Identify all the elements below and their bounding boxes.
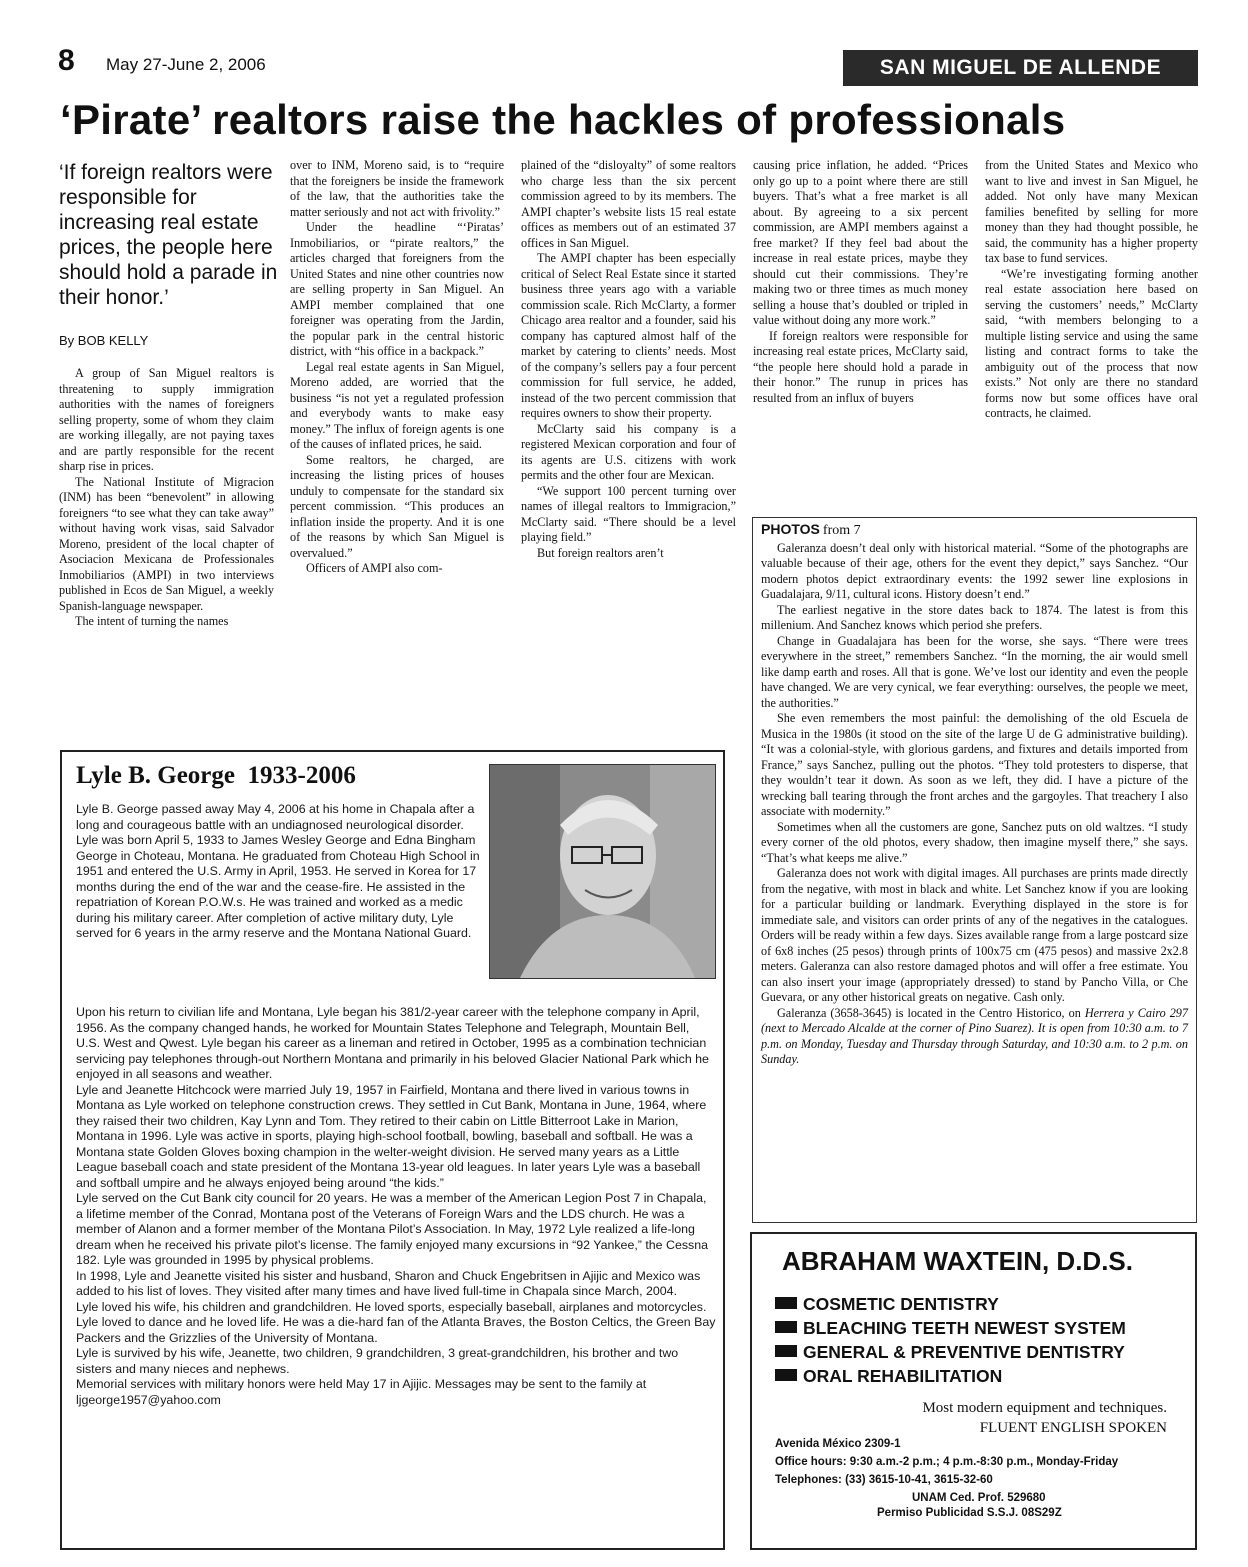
ad-service-item: [775, 1318, 1126, 1339]
page-number: 8: [58, 44, 75, 77]
phones-value: (33) 3615-10-41, 3615-32-60: [845, 1474, 993, 1486]
paragraph: [761, 1006, 1188, 1068]
obituary-box: [60, 750, 725, 1550]
paragraph: The National Institute of Migracion (INM) has been “benevolent” in allowing foreigners “to see what they can take away” without having work visas, said Salvador Moreno, president of the local chapter of Asociacion Mexicana de Professionales Inmobiliarios (AMPI) in two interviews published in Ecos de San Miguel, a weekly Spanish-language newspaper.: [59, 474, 274, 613]
paragraph: A group of San Miguel realtors is threatening to supply immigration authorities with the names of foreigners selling property, some of whom they claim are working illegally, are not paying taxes and are partly responsible for the recent sharp rise in prices.: [59, 366, 274, 473]
paragraph: plained of the “disloyalty” of some realtors who charge less than the six percent commission agreed to by its members. The AMPI chapter’s website lists 15 real estate offices as members out of an estimated 37 offices in San Miguel.: [521, 158, 736, 250]
paragraph: McClarty said his company is a registered Mexican corporation and four of its agents are U.S. citizens with work permits and the other four are Mexican.: [521, 421, 736, 482]
ad-service-item: [775, 1366, 1002, 1387]
ad-address: Avenida México 2309-1: [775, 1438, 901, 1450]
ad-service-label: BLEACHING TEETH NEWEST SYSTEM: [803, 1318, 1126, 1338]
article-column-3: [521, 158, 736, 561]
paragraph: If foreign realtors were responsible for increasing real estate prices, McClarty said, “the people here should hold a parade in their honor.” The runup in prices has resulted from an influx of buyers: [753, 328, 968, 405]
byline: By BOB KELLY: [59, 333, 149, 348]
ad-english: FLUENT ENGLISH SPOKEN: [979, 1420, 1167, 1436]
paragraph: Officers of AMPI also com-: [306, 561, 443, 575]
ad-service-label: ORAL REHABILITATION: [803, 1366, 1003, 1386]
paragraph: Lyle served on the Cut Bank city council for 20 years. He was a member of the American Legion Post 7 in Chapala, a lifetime member of the Conrad, Montana post of the Veterans of Foreign Wars and the LDS church. He was a member of Alanon and a former member of the Montana Pilot’s Association. In May, 1972 Lyle realized a life-long dream when he received his private pilot’s license. The family enjoyed many excursions in “92 Yankee,” the Cessna 182. Lyle was grounded in 1995 by physical problems.: [76, 1191, 709, 1267]
paragraph: over to INM, Moreno said, is to “require that the foreigners be inside the framework of the law, that the authorities take the matter seriously and not act with frivolity.”: [290, 158, 504, 219]
dentist-ad: [750, 1232, 1197, 1550]
article-column-4: [753, 158, 968, 406]
ad-service-item: [775, 1294, 999, 1315]
paragraph: “We’re investigating forming another real estate association here based on serving the customers’ needs,” McClarty said, “with members belonging to a multiple listing service and using the same listing and contract forms to take the ambiguity out of the process that now exists.” Not only are there no standard forms now but some offices have oral contracts, he claimed.: [985, 266, 1198, 420]
photos-continued-story: [752, 517, 1197, 1223]
ad-service-label: GENERAL & PREVENTIVE DENTISTRY: [803, 1342, 1125, 1362]
ad-title: ABRAHAM WAXTEIN, D.D.S.: [782, 1246, 1133, 1276]
paragraph: In 1998, Lyle and Jeanette visited his sister and husband, Sharon and Chuck Engebritsen in Ajijic and Mexico was added to his list of loves. They visited after many times and have lived full-time in Chapala since March, 2004.: [76, 1268, 701, 1298]
ad-permit: Permiso Publicidad S.S.J. 08S29Z: [877, 1507, 1062, 1519]
paragraph: Upon his return to civilian life and Montana, Lyle began his 381/2-year career with the telephone company in April, 1956. As the company changed hands, he worked for Mountain States Telephone and Telegraph, Mountain Bell, U.S. West and Qwest. Lyle began his career as a lineman and retired in October, 1995 as a combination technician servicing pay telephones through-out Northern Montana and primarily in his beloved Glacier National Park which he enjoyed in all seasons and weather.: [76, 1005, 709, 1081]
issue-date: May 27-June 2, 2006: [106, 55, 266, 74]
paragraph: She even remembers the most painful: the demolishing of the old Escuela de Musica in the 1980s (it stood on the site of the large U de G administrative building). “It was a colonial-style, with glorious gardens, and fixtures and details imported from France,” says Sanchez, pulling out the photos. “They told protesters to disperse, that they wouldn’t tear it down. As soon as we left, they did. I have a picture of the wrecking ball tearing through the front arches and the gargoyles. That treachery I also associate with modernity.”: [761, 711, 1188, 818]
ad-phones: [775, 1474, 993, 1486]
paragraph: Lyle and Jeanette Hitchcock were married July 19, 1957 in Fairfield, Montana and there lived in various towns in Montana as Lyle worked on telephone construction crews. They settled in Cut Bank, Montana in June, 1964, where they raised their two children, Kay Lynn and Tom. They retired to their cabin on Little Bitterroot Lake in Marion, Montana in 1996. Lyle was active in sports, playing high-school football, bowling, baseball and softball. He was a Montana state Golden Gloves boxing champion in the welter-weight division. He served many years as a Little League baseball coach and state president of the Montana 13-year old leagues. In later years Lyle was a baseball and softball umpire and he always enjoyed being around “the kids.”: [76, 1082, 707, 1190]
phones-label: Telephones:: [775, 1474, 842, 1486]
bullet-square-icon: [775, 1345, 797, 1357]
paragraph: The AMPI chapter has been especially critical of Select Real Estate since it started business three years ago with a variable commission scale. Rich McClarty, a former Chicago area realtor and a founder, said his company has captured almost half of the market by catering to clients’ needs. Most of the company’s sellers pay a four percent commission for full service, he added, instead of the two percent commission that requires owners to show their property.: [521, 251, 736, 420]
article-column-1: [59, 366, 274, 630]
paragraph: Legal real estate agents in San Miguel, Moreno added, are worried that the business “is not yet a regulated profession and everybody wants to make easy money.” The influx of foreign agents is one of the causes of inflated prices, he said.: [290, 359, 504, 451]
obituary-title: Lyle B. George 1933-2006: [76, 762, 356, 789]
hours-label: Office hours:: [775, 1456, 847, 1468]
paragraph: Sometimes when all the customers are gone, Sanchez puts on old waltzes. “I study every corner of the old photos, every shadow, then imagine myself there,” she says. “That’s what keeps me alive.”: [761, 819, 1188, 865]
paragraph: But foreign realtors aren’t: [537, 545, 664, 560]
paragraph: Lyle was born April 5, 1933 to James Wesley George and Edna Bingham George in Choteau, Montana. He graduated from Choteau High School in 1951 and entered the U.S. Army in April, 1953. He served in Korea for 17 months during the end of the war and the cease-fire. He assisted in the repatriation of Korean P.O.W.s. He was trained and worked as a medic during his military career. After completion of active military duty, Lyle served for 6 years in the army reserve and the Montana National Guard.: [76, 833, 480, 940]
article-column-2: [290, 158, 504, 577]
paragraph: Lyle B. George passed away May 4, 2006 at his home in Chapala after a long and courageous battle with an undiagnosed neurological disorder.: [76, 802, 475, 832]
bullet-square-icon: [775, 1297, 797, 1309]
obituary-wide-text: [76, 1005, 716, 1408]
obituary-narrow-text: [76, 802, 484, 942]
paragraph: from the United States and Mexico who want to live and invest in San Miguel, he added. Not only have many Mexican families benefited by selling for more money than they had thought possible, he said, the community has a higher property tax base to fund services.: [985, 158, 1198, 265]
portrait-photo: [489, 764, 716, 979]
headline: ‘Pirate’ realtors raise the hackles of professionals: [60, 96, 1066, 143]
hours-value: 9:30 a.m.-2 p.m.; 4 p.m.-8:30 p.m., Monday-Friday: [849, 1456, 1119, 1468]
paragraph: Some realtors, he charged, are increasing the listing prices of houses unduly to compensate for the standard six percent commission. “This produces an inflation inside the property. And it is one of the reasons by which San Miguel is overvalued.”: [290, 452, 504, 560]
paragraph: Galeranza doesn’t deal only with historical material. “Some of the photographs are valuable because of their age, others for the event they depict,” says Sanchez. “Our modern photos depict extraordinary events: the 1992 sewer line explosions in Guadalajara, 9/11, cultural icons. History doesn’t end.”: [761, 540, 1188, 601]
paragraph: Memorial services with military honors were held May 17 in Ajijic. Messages may be sent to the family at ljgeorge1957@yahoo.com: [76, 1377, 647, 1407]
ad-tagline: Most modern equipment and techniques.: [922, 1400, 1167, 1416]
paragraph: Lyle loved his wife, his children and grandchildren. He loved sports, especially baseball, airplanes and motorcycles. Lyle loved to dance and he loved life. He was a die-hard fan of the Atlanta Braves, the Boston Celtics, the Green Bay Packers and the Grizzlies of the University of Montana.: [76, 1299, 716, 1345]
bullet-square-icon: [775, 1321, 797, 1333]
ad-license: UNAM Ced. Prof. 529680: [912, 1492, 1046, 1504]
bullet-square-icon: [775, 1369, 797, 1381]
paragraph: The earliest negative in the store dates back to 1874. The latest is from this millenium. And Sanchez knows which period she prefers.: [761, 602, 1188, 632]
portrait-image: [490, 765, 715, 978]
ad-hours: [775, 1456, 1118, 1468]
paragraph: causing price inflation, he added. “Prices only go up to a point where there are still buyers. That’s what a free market is all about. By agreeing to a six percent commission, are AMPI members against a free market? If they feel bad about the increase in real estate prices, maybe they should cut their commissions. They’re making two or three times as much money selling a house that’s doubled or tripled in value without doing any more work.”: [753, 158, 968, 327]
location-text: Galeranza (3658-3645) is located in the Centro Historico, on: [777, 1005, 1081, 1020]
paragraph: Change in Guadalajara has been for the worse, she says. “There were trees everywhere in the street,” remembers Sanchez. “In the morning, the air would smell like damp earth and roses. All that is gone. We’ve lost our identity and even the people have changed. We are very cynical, we fear everything: ourselves, the people we meet, the authorities.”: [761, 633, 1188, 710]
pull-quote: ‘If foreign realtors were responsible for increasing real estate prices, the people here should hold a parade in their honor.’: [59, 161, 278, 309]
paragraph: “We support 100 percent turning over names of illegal realtors to Immigracion,” McClarty said. “There should be a level playing field.”: [521, 483, 736, 544]
paragraph: Galeranza does not work with digital images. All purchases are prints made directly from the negative, with most in black and white. Let Sanchez know if you are looking for a particular building or landmark. Everything displayed in the store is for immediate sale, and visitors can order prints of any of the negatives in the catalogues. Orders will be ready within a few days. Sizes available range from a large postcard size of 6x8 inches (25 pesos) through prints of 100x75 cm (475 pesos) and massive 2x2.8 meters. Galeranza can also restore damaged photos and will offer a free estimate. You can also insert your image (appropriately dressed) to stand by Pancho Villa, or Che Guevara, or any other historical greats on negative. Cash only.: [761, 866, 1188, 1004]
section-banner: SAN MIGUEL DE ALLENDE: [843, 50, 1198, 86]
article-column-5: [985, 158, 1198, 422]
story-kicker: PHOTOS: [761, 521, 820, 537]
paragraph: Lyle is survived by his wife, Jeanette, two children, 9 grandchildren, 3 great-grandchildren, his brother and two sisters and many nieces and nephews.: [76, 1346, 679, 1376]
paragraph: The intent of turning the names: [75, 614, 229, 628]
ad-service-item: [775, 1342, 1125, 1363]
paragraph: Under the headline “‘Piratas’ Inmobiliarios, or “pirate realtors,” the articles charged that foreigners from the United States and nine other countries now are selling property in San Miguel. An AMPI member complained that one foreigner was operating from the Jardin, the popular park in the central historic district, with “his office in a backpack.”: [290, 220, 504, 358]
hours-text: Herrera y Cairo 297 (next to Mercado Alcalde at the corner of Pino Suarez). It is open from 10:30 a.m. to 7 p.m. on Monday, Tuesday and Thursday through Saturday, and 10:30 a.m. to 2 p.m. on Sunday.: [761, 1005, 1188, 1066]
ad-service-label: COSMETIC DENTISTRY: [803, 1294, 999, 1314]
jump-from: from 7: [822, 523, 861, 538]
